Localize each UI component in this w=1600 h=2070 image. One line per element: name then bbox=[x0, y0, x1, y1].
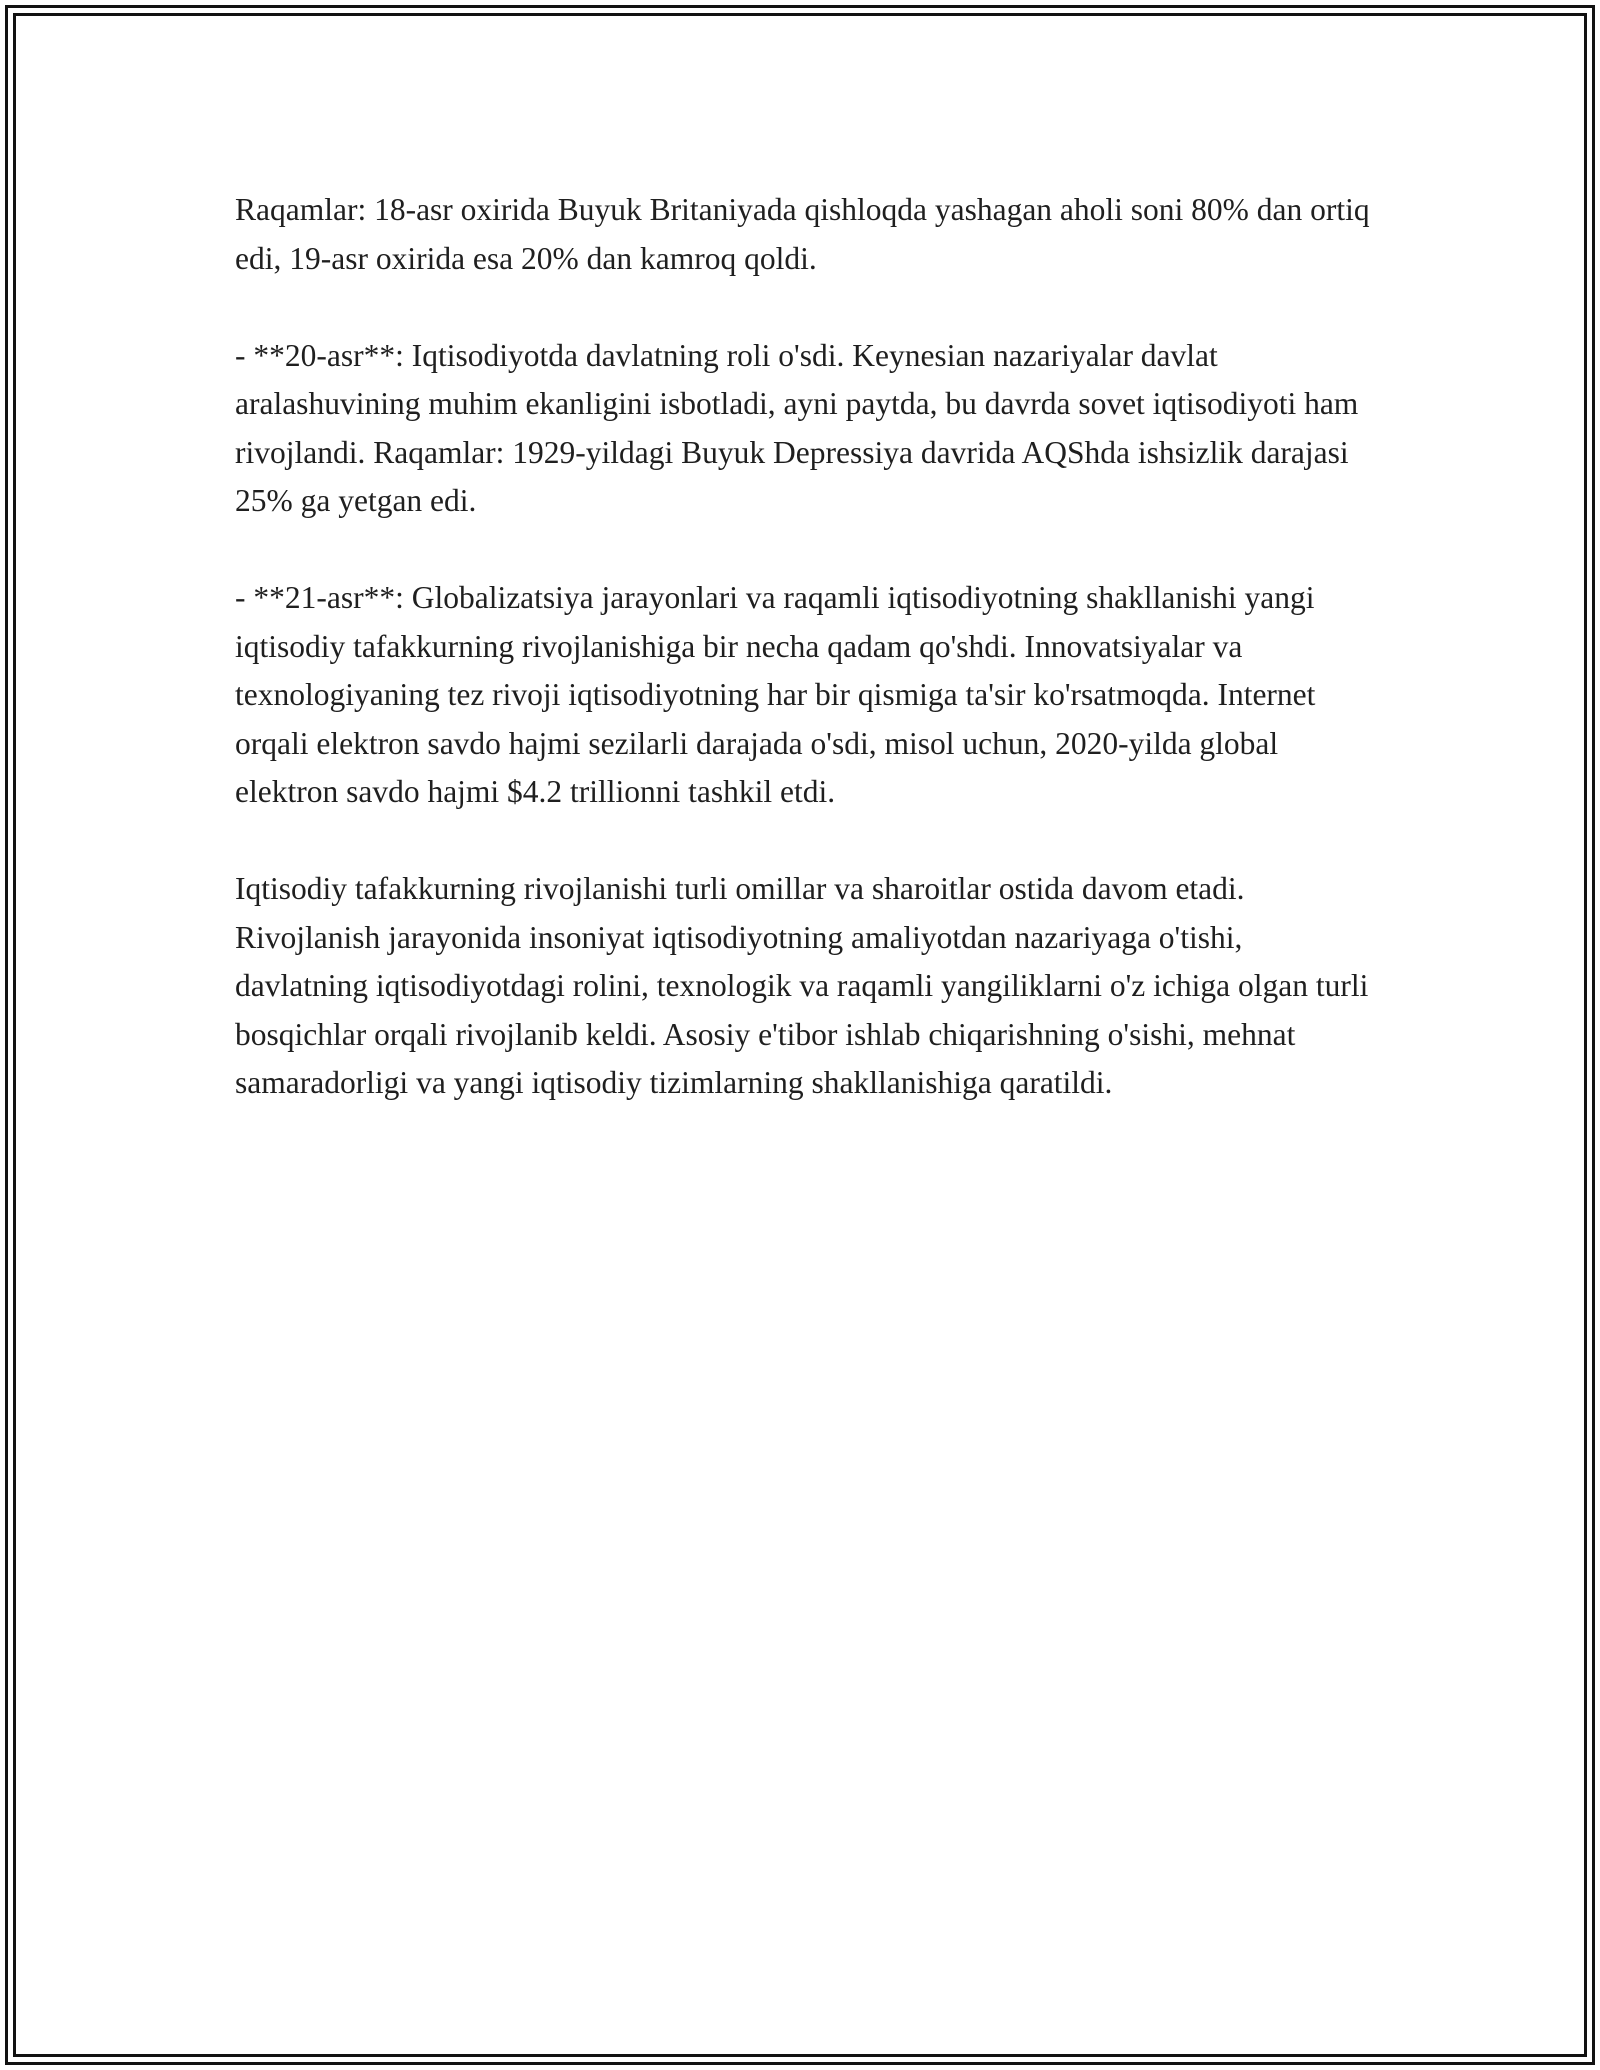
document-body bbox=[235, 186, 1370, 1156]
paragraph-20th-century: - **20-asr**: Iqtisodiyotda davlatning roli o'sdi. Keynesian nazariyalar davlat aralashuvining muhim ekanligini isbotladi, ayni paytda, bu davrda sovet iqtisodiyoti ham rivojlandi. Raqamlar: 1929-yildagi Buyuk Depressiya davrida AQShda ishsizlik darajasi 25% ga yetgan edi. bbox=[235, 337, 1359, 518]
paragraph-21st-century: - **21-asr**: Globalizatsiya jarayonlari va raqamli iqtisodiyotning shakllanishi yangi iqtisodiy tafakkurning rivojlanishiga bir necha qadam qo'shdi. Innovatsiyalar va texnologiyaning tez rivoji iqtisodiyotning har bir qismiga ta'sir ko'rsatmoqda. Internet orqali elektron savdo hajmi sezilarli darajada o'sdi, misol uchun, 2020-yilda global elektron savdo hajmi $4.2 trillionni tashkil etdi. bbox=[235, 580, 1316, 809]
paragraph-conclusion: Iqtisodiy tafakkurning rivojlanishi turli omillar va sharoitlar ostida davom etadi. Rivojlanish jarayonida insoniyat iqtisodiyotning amaliyotdan nazariyaga o'tishi, davlatning iqtisodiyotdagi rolini, texnologik va raqamli yangiliklarni o'z ichiga olgan turli bosqichlar orqali rivojlanib keldi. Asosiy e'tibor ishlab chiqarishning o'sishi, mehnat samaradorligi va yangi iqtisodiy tizimlarning shakllanishiga qaratildi. bbox=[235, 871, 1369, 1100]
paragraph-britain-rural-population: Raqamlar: 18-asr oxirida Buyuk Britaniyada qishloqda yashagan aholi soni 80% dan ortiq edi, 19-asr oxirida esa 20% dan kamroq qoldi. bbox=[235, 192, 1370, 276]
